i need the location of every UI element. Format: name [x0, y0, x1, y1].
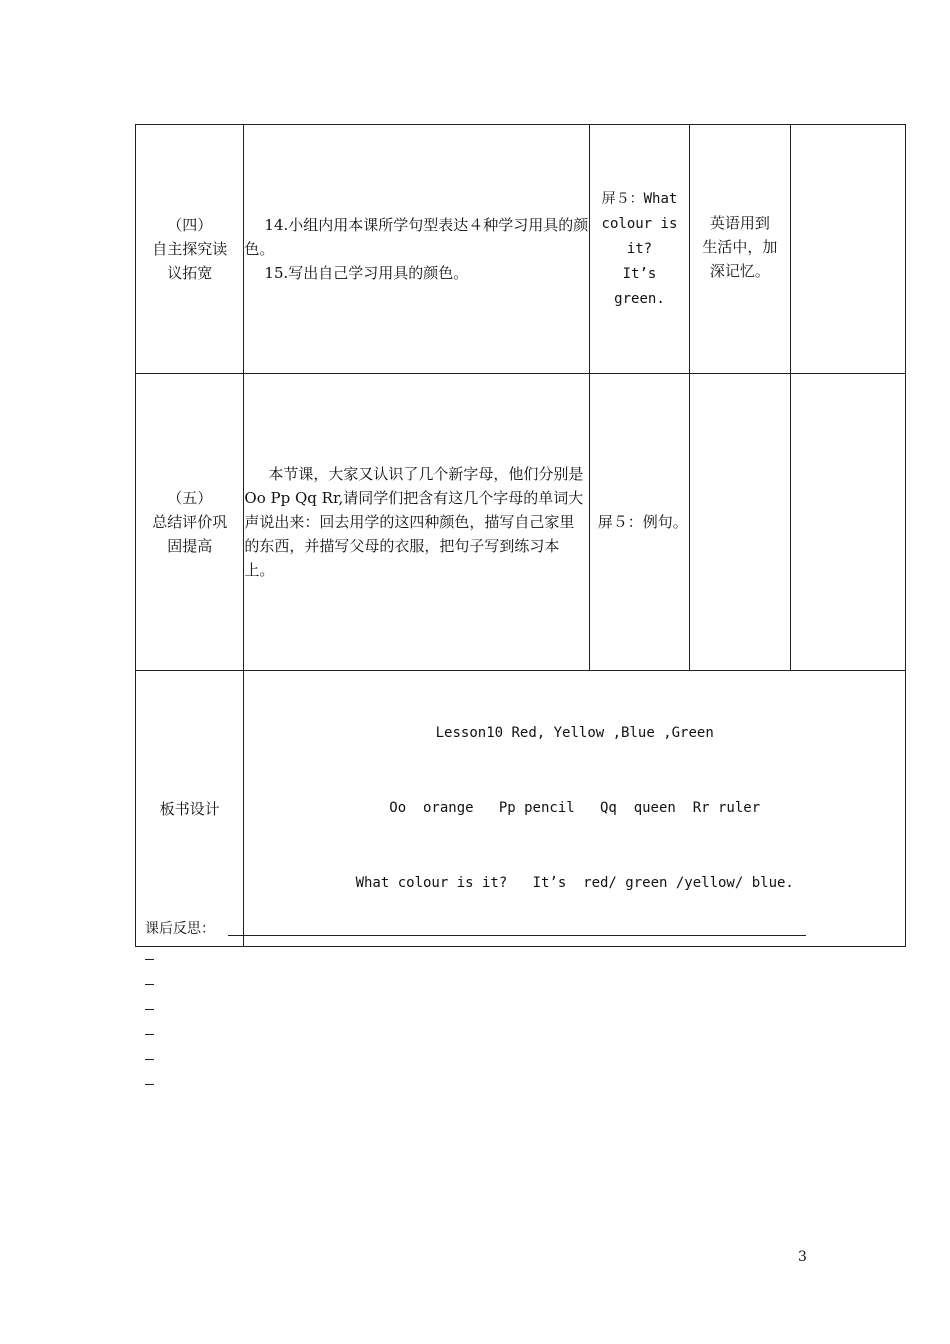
- activity-cell: [244, 374, 589, 671]
- board-label: 板书设计: [159, 799, 220, 818]
- page-number: 3: [798, 1249, 807, 1265]
- stage-label: 总结评价巩: [152, 513, 228, 531]
- screen-text: it?: [626, 241, 653, 257]
- purpose-text: 深记忆。: [709, 262, 770, 280]
- screen-text: colour is: [601, 216, 678, 232]
- screen-cell: [589, 125, 689, 374]
- reflection-underline: [228, 935, 806, 936]
- blank-line: [145, 1009, 154, 1010]
- blank-line: [145, 1059, 154, 1060]
- empty-cell: [790, 374, 905, 671]
- purpose-text: 生活中，加: [702, 238, 778, 256]
- empty-cell: [790, 125, 905, 374]
- blank-line: [145, 959, 154, 960]
- blank-line: [145, 1084, 154, 1085]
- screen-text: green.: [614, 291, 665, 307]
- empty-cell: [690, 374, 790, 671]
- activity-text: 本节课，大家又认识了几个新字母，他们分别是Oo Pp Qq Rr,请同学们把含有这几个字母的单词大声说出来：回去用学的这四种颜色，描写自己家里的东西，并描写父母的衣服，把句子写到练习本上。: [244, 465, 584, 579]
- stage-label: 议拓宽: [167, 264, 213, 282]
- reflection-label: 课后反思：: [145, 921, 215, 937]
- table-row-stage-5: [136, 374, 906, 671]
- screen-cell: [589, 374, 689, 671]
- board-design-cell: [244, 671, 906, 947]
- table-row-stage-4: [136, 125, 906, 374]
- board-line: Oo orange Pp pencil Qq queen Rr ruler: [389, 800, 761, 816]
- board-label-cell: [136, 671, 244, 947]
- table-row-board: [136, 671, 906, 947]
- purpose-cell: [690, 125, 790, 374]
- stage-label: 固提高: [167, 537, 213, 555]
- board-line: Lesson10 Red, Yellow ,Blue ,Green: [435, 725, 714, 741]
- activity-cell: [244, 125, 589, 374]
- lesson-plan-table: [135, 124, 906, 947]
- activity-text: 14.小组内用本课所学句型表达４种学习用具的颜色。: [244, 216, 589, 258]
- stage-label: 自主探究读: [152, 240, 228, 258]
- stage-cell: [136, 125, 244, 374]
- screen-text: 屏５：What: [601, 191, 678, 207]
- screen-text: 屏５：例句。: [597, 512, 688, 531]
- purpose-text: 英语用到: [709, 214, 770, 232]
- blank-line: [145, 1034, 154, 1035]
- blank-line: [145, 984, 154, 985]
- stage-cell: [136, 374, 244, 671]
- activity-text: 15.写出自己学习用具的颜色。: [264, 264, 469, 282]
- stage-label: （五）: [167, 489, 213, 507]
- stage-label: （四）: [167, 216, 213, 234]
- board-line: What colour is it? It’s red/ green /yellow/ blue.: [355, 875, 794, 891]
- screen-text: It’s: [622, 266, 657, 282]
